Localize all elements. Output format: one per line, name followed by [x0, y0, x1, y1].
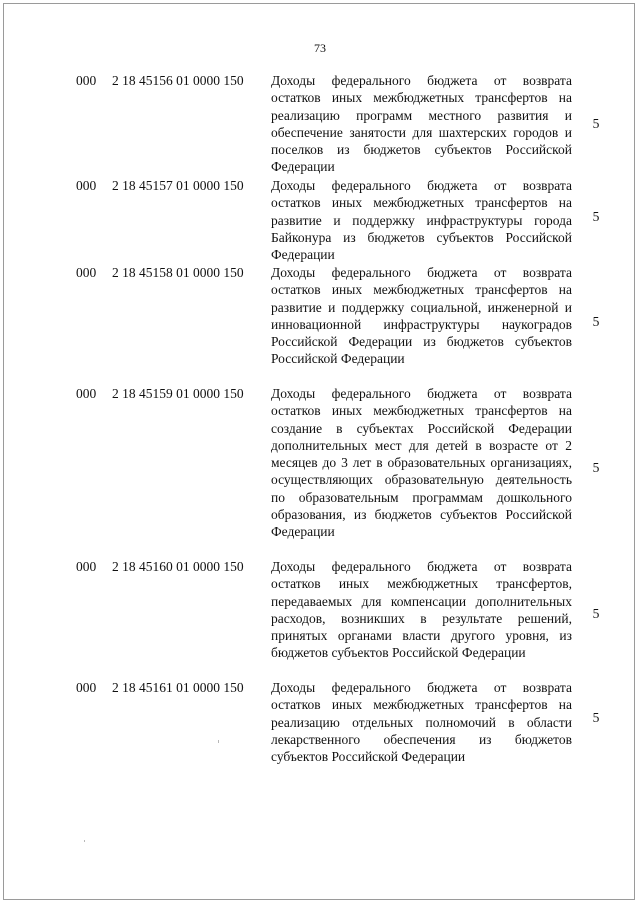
income-code: 2 18 45157 01 0000 150: [112, 178, 244, 193]
distribution-standard: 5: [592, 116, 600, 131]
page-number: 73: [314, 41, 326, 55]
admin-code: 000: [76, 265, 97, 280]
income-code: 2 18 45160 01 0000 150: [112, 559, 244, 574]
admin-code: 000: [76, 73, 97, 88]
scan-artifact: [84, 840, 85, 842]
income-code: 2 18 45156 01 0000 150: [112, 73, 244, 88]
income-code: 2 18 45158 01 0000 150: [112, 265, 244, 280]
income-description: Доходы федерального бюджета от возврата остатков иных межбюджетных трансфертов на создание в субъектах Российской Федерации дополнительных мест для детей в возрасте от 2 месяцев до 3 лет в образовательных организациях, осуществляющих образовательную деятельность по образовательным программам дошкольного образования, из бюджетов субъектов Российской Федерации: [271, 386, 572, 540]
distribution-standard: 5: [592, 606, 600, 621]
distribution-standard: 5: [592, 209, 600, 224]
income-description: Доходы федерального бюджета от возврата остатков иных межбюджетных трансфертов на развитие и поддержку инфраструктуры города Байконура из бюджетов субъектов Российской Федерации: [271, 178, 572, 263]
distribution-standard: 5: [592, 460, 600, 475]
admin-code: 000: [76, 680, 97, 695]
distribution-standard: 5: [592, 314, 600, 329]
scan-artifact: [218, 740, 219, 743]
distribution-standard: 5: [592, 710, 600, 725]
admin-code: 000: [76, 386, 97, 401]
income-description: Доходы федерального бюджета от возврата остатков иных межбюджетных трансфертов, передаваемых для компенсации дополнительных расходов, возникших в результате решений, принятых органами власти другого уровня, из бюджетов субъектов Российской Федерации: [271, 559, 572, 661]
admin-code: 000: [76, 559, 97, 574]
income-description: Доходы федерального бюджета от возврата остатков иных межбюджетных трансфертов на развитие и поддержку социальной, инженерной и инновационной инфраструктуры наукоградов Российской Федерации из бюджетов субъектов Российской Федерации: [271, 265, 572, 367]
income-code: 2 18 45159 01 0000 150: [112, 386, 244, 401]
income-description: Доходы федерального бюджета от возврата остатков иных межбюджетных трансфертов на реализацию отдельных полномочий в области лекарственного обеспечения из бюджетов субъектов Российской Федерации: [271, 680, 572, 765]
income-code: 2 18 45161 01 0000 150: [112, 680, 244, 695]
income-description: Доходы федерального бюджета от возврата остатков иных межбюджетных трансфертов на реализацию программ местного развития и обеспечение занятости для шахтерских городов и поселков из бюджетов субъектов Российской Федерации: [271, 73, 572, 175]
admin-code: 000: [76, 178, 97, 193]
